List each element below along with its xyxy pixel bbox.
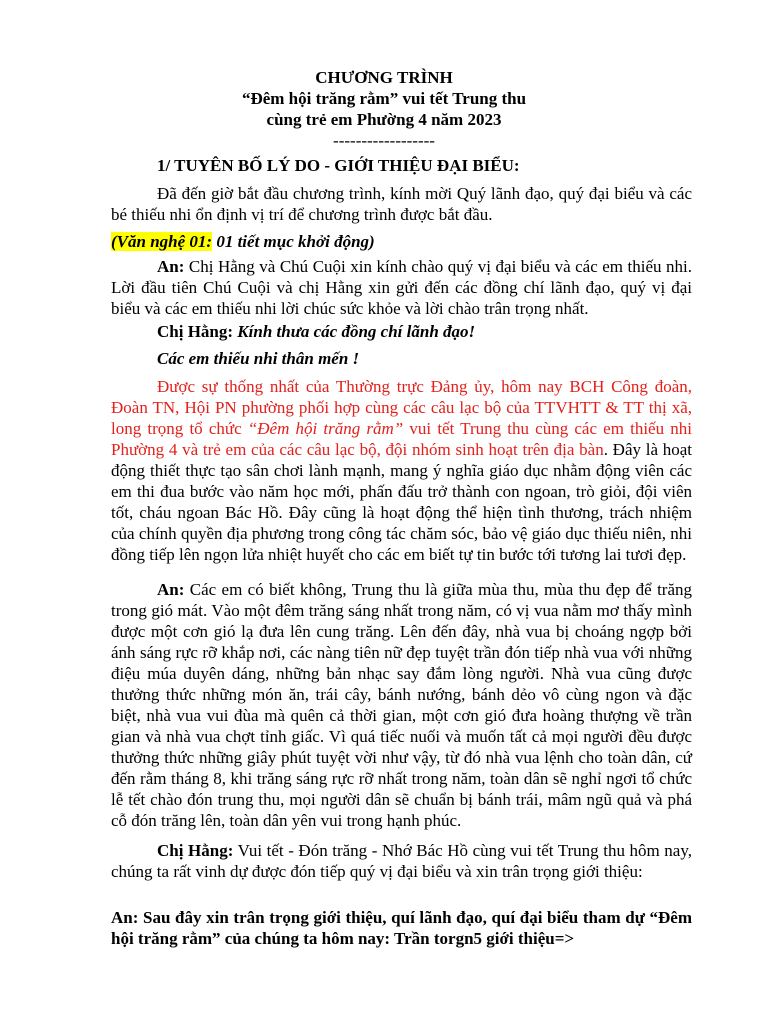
performance-detail: 01 tiết mục khởi động): [212, 232, 375, 251]
program-title: CHƯƠNG TRÌNH: [315, 68, 453, 87]
an-paragraph-2: [111, 579, 692, 831]
speaker-an: An:: [157, 257, 185, 276]
an-paragraph-1: [111, 256, 692, 319]
program-title-block: [0, 67, 768, 151]
performance-label: (Văn nghệ 01:: [111, 232, 213, 251]
hang-greeting-2: Các em thiếu nhi thân mến !: [157, 349, 360, 368]
intro-paragraph: Đã đến giờ bắt đầu chương trình, kính mời Quý lãnh đạo, quý đại biểu và các bé thiếu nhi ổn định vị trí để chương trình được bắt đầu.: [111, 184, 692, 224]
performance-line: [111, 231, 692, 252]
program-subtitle-2: cùng trẻ em Phường 4 năm 2023: [266, 110, 502, 129]
an-paragraph-3: An: Sau đây xin trân trọng giới thiệu, quí lãnh đạo, quí đại biểu tham dự “Đêm hội trăng rằm” của chúng ta hôm nay: Trần torgn5 giới thiệu=>: [111, 908, 692, 948]
hang-greeting-1: [111, 321, 692, 342]
speaker-hang-2: Chị Hằng:: [157, 841, 234, 860]
section-heading: 1/ TUYÊN BỐ LÝ DO - GIỚI THIỆU ĐẠI BIỂU:: [157, 156, 520, 175]
main-black-text: . Đây là hoạt động thiết thực tạo sân chơi lành mạnh, mang ý nghĩa giáo dục nhằm động viên các em thi đua bước vào năm học mới, phấn đấu trở thành con ngoan, trò giỏi, đội viên tốt, cháu ngoan Bác Hồ. Đây cũng là hoạt động thể hiện tình thương, trách nhiệm của chính quyền địa phương trong công tác chăm sóc, bảo vệ giáo dục thiếu niên, nhi đồng tiếp lên ngọn lửa nhiệt huyết cho các em biết tự tin bước tới tương lai tươi đẹp.: [111, 440, 692, 564]
greeting-leaders: Kính thưa các đồng chí lãnh đạo!: [233, 322, 476, 341]
speaker-hang: Chị Hằng:: [157, 322, 234, 341]
an-text-2: Các em có biết không, Trung thu là giữa mùa thu, mùa thu đẹp để trăng trong gió mát. Vào một đêm trăng sáng nhất trong năm, có vị vua nằm mơ thấy mình được một cơn gió lạ đưa lên cung trăng. Lên đến đây, nhà vua bị choáng ngợp bởi ánh sáng rực rỡ khắp nơi, các nàng tiên nữ đẹp tuyệt trần đón tiếp nhà vua với những điệu múa duyên dáng, những bản nhạc say đắm lòng người. Nhà vua cũng được thưởng thức những món ăn, trái cây, bánh nướng, bánh dẻo vô cùng ngon và đặc biệt, nhà vua vui đùa mà quên cả thời gian, một cơn gió đưa hoàng thượng về trần gian và nhà vua chợt tỉnh giấc. Vì quá tiếc nuối và muốn tất cả mọi người đều được thưởng thức những giây phút tuyệt vời như vậy, từ đó nhà vua lệnh cho toàn dân, cứ đến rằm tháng 8, khi trăng sáng rực rỡ nhất trong năm, toàn dân sẽ nghỉ ngơi tổ chức lễ tết chào đón trung thu, mọi người dân sẽ chuẩn bị bánh trái, mâm ngũ quả và phá cỗ đón trăng lên, toàn dân yên vui trong hạnh phúc.: [111, 580, 692, 830]
an-text-1: Chị Hằng và Chú Cuội xin kính chào quý vị đại biểu và các em thiếu nhi. Lời đầu tiên Chú Cuội và chị Hằng xin gửi đến các đồng chí lãnh đạo, quý vị đại biểu và các em thiếu nhi lời chúc sức khỏe và lời chào trân trọng nhất.: [111, 257, 692, 318]
main-red-text-2: vui tết Trung thu cùng các em thiếu nhi Phường 4 và trẻ em của các câu lạc bộ, đội nhóm sinh hoạt trên địa bàn: [111, 419, 692, 459]
main-paragraph: [111, 376, 692, 565]
main-red-text-1: Được sự thống nhất của Thường trực Đảng ủy, hôm nay BCH Công đoàn, Đoàn TN, Hội PN phường phối hợp cùng các câu lạc bộ của TTVHTT & TT thị xã, long trọng tổ chức: [111, 377, 692, 438]
hang-text-2: Vui tết - Đón trăng - Nhớ Bác Hồ cùng vui tết Trung thu hôm nay, chúng ta rất vinh dự được đón tiếp quý vị đại biểu và xin trân trọng giới thiệu:: [111, 841, 692, 881]
title-separator: ------------------: [333, 131, 435, 150]
speaker-an-2: An:: [157, 580, 185, 599]
hang-paragraph-2: [111, 840, 692, 882]
program-subtitle: “Đêm hội trăng rằm” vui tết Trung thu: [241, 89, 527, 108]
event-name: “Đêm hội trăng rằm”: [247, 419, 404, 438]
